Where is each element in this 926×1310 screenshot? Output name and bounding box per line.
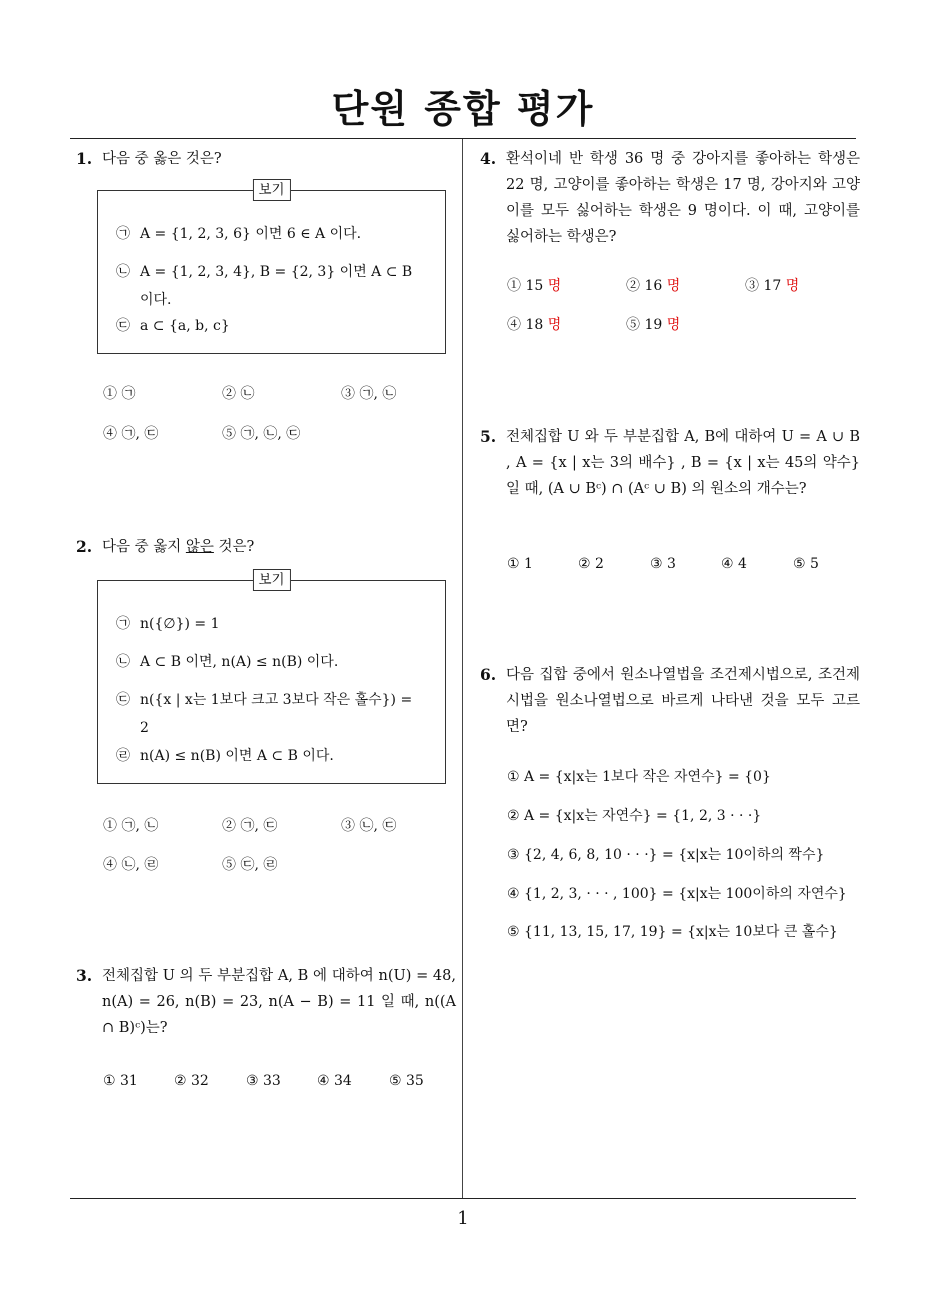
question-number: 6. (480, 665, 497, 684)
choice-1[interactable]: ① ㉠ (103, 386, 136, 402)
question-text: 다음 중 옳은 것은? (102, 151, 222, 167)
question-4 (480, 146, 860, 250)
bottom-rule (70, 1198, 856, 1199)
question-1 (76, 146, 456, 172)
bogi-box-1 (97, 182, 446, 354)
choice-5[interactable]: ⑤ ㉢, ㉣ (222, 857, 278, 873)
unit-label: 명 (785, 278, 800, 294)
bogi-item: ㉠ A = {1, 2, 3, 6} 이면 6 ∈ A 이다. (116, 226, 362, 242)
question-number: 1. (76, 149, 93, 168)
unit-label: 명 (666, 278, 681, 294)
choice-5[interactable]: ⑤ {11, 13, 15, 17, 19} = {x|x는 10보다 큰 홀수} (507, 924, 838, 940)
choice-1[interactable]: ① ㉠, ㉡ (103, 818, 159, 834)
choice-3[interactable]: ③ {2, 4, 6, 8, 10 · · ·} = {x|x는 10이하의 짝수} (507, 847, 825, 863)
choice-3[interactable]: ③ ㉡, ㉢ (341, 818, 397, 834)
choice-3[interactable]: ③ 33 (246, 1073, 281, 1089)
question-text: 전체집합 U 와 두 부분집합 A, B에 대하여 U = A ∪ B , A = {x | x는 3의 배수} , B = {x | x는 45의 약수} 일 때, (A ∪ Bᶜ) ∩ (Aᶜ ∪ B) 의 원소의 개수는? (506, 429, 860, 497)
choice-5[interactable]: ⑤ 19 명 (626, 317, 681, 333)
question-number: 2. (76, 537, 93, 556)
question-text: 전체집합 U 의 두 부분집합 A, B 에 대하여 n(U) = 48, n(A) = 26, n(B) = 23, n(A − B) = 11 일 때, n((A ∩ B)ᶜ)는? (102, 968, 456, 1036)
question-5 (480, 424, 860, 502)
page-title: 단원 종합 평가 (331, 87, 595, 131)
unit-label: 명 (547, 317, 562, 333)
top-rule (70, 138, 856, 139)
bogi-box-2 (97, 572, 446, 784)
question-2 (76, 534, 456, 560)
choice-1[interactable]: ① A = {x|x는 1보다 작은 자연수} = {0} (507, 769, 771, 785)
question-6 (480, 662, 860, 740)
choice-5[interactable]: ⑤ 5 (793, 556, 819, 572)
bogi-item: ㉢ a ⊂ {a, b, c} (116, 318, 230, 334)
bogi-label: 보기 (252, 179, 290, 201)
question-text: 환석이네 반 학생 36 명 중 강아지를 좋아하는 학생은 22 명, 고양이를 좋아하는 학생은 17 명, 강아지와 고양이를 모두 싫어하는 학생은 9 명이다. 이 때, 고양이를 싫어하는 학생은? (506, 151, 860, 245)
choice-3[interactable]: ③ 17 명 (745, 278, 800, 294)
question-text: 다음 집합 중에서 원소나열법을 조건제시법으로, 조건제시법을 원소나열법으로 바르게 나타낸 것을 모두 고르면? (506, 667, 860, 735)
choice-4[interactable]: ④ 18 명 (507, 317, 562, 333)
choice-3[interactable]: ③ 3 (650, 556, 676, 572)
bogi-item: ㉣ n(A) ≤ n(B) 이면 A ⊂ B 이다. (116, 748, 334, 764)
choice-2[interactable]: ② 32 (174, 1073, 209, 1089)
page-number: 1 (457, 1208, 469, 1229)
question-number: 3. (76, 966, 93, 985)
choice-3[interactable]: ③ ㉠, ㉡ (341, 386, 397, 402)
question-text: 다음 중 옳지 않은 것은? (102, 539, 255, 555)
bogi-label: 보기 (252, 569, 290, 591)
choice-4[interactable]: ④ ㉠, ㉢ (103, 426, 159, 442)
unit-label: 명 (666, 317, 681, 333)
choice-4[interactable]: ④ 34 (317, 1073, 352, 1089)
choice-2[interactable]: ② 2 (578, 556, 604, 572)
unit-label: 명 (547, 278, 562, 294)
underlined-word: 않은 (185, 539, 214, 555)
question-number: 5. (480, 427, 497, 446)
choice-1[interactable]: ① 31 (103, 1073, 138, 1089)
choice-5[interactable]: ⑤ 35 (389, 1073, 424, 1089)
choice-1[interactable]: ① 15 명 (507, 278, 562, 294)
choice-1[interactable]: ① 1 (507, 556, 533, 572)
bogi-item: ㉠ n({∅}) = 1 (116, 616, 220, 632)
column-divider (462, 139, 463, 1199)
question-number: 4. (480, 149, 497, 168)
choice-2[interactable]: ② 16 명 (626, 278, 681, 294)
question-3 (76, 963, 456, 1041)
choice-4[interactable]: ④ {1, 2, 3, · · · , 100} = {x|x는 100이하의 자연수} (507, 886, 847, 902)
choice-2[interactable]: ② ㉠, ㉢ (222, 818, 278, 834)
bogi-item: ㉡ A = {1, 2, 3, 4}, B = {2, 3} 이면 A ⊂ B 이다. (116, 264, 413, 308)
choice-5[interactable]: ⑤ ㉠, ㉡, ㉢ (222, 426, 301, 442)
choice-2[interactable]: ② A = {x|x는 자연수} = {1, 2, 3 · · ·} (507, 808, 762, 824)
choice-4[interactable]: ④ ㉡, ㉣ (103, 857, 159, 873)
bogi-item: ㉡ A ⊂ B 이면, n(A) ≤ n(B) 이다. (116, 654, 339, 670)
bogi-item: ㉢ n({x | x는 1보다 크고 3보다 작은 홀수}) = 2 (116, 692, 413, 736)
choice-4[interactable]: ④ 4 (721, 556, 747, 572)
choice-2[interactable]: ② ㉡ (222, 386, 255, 402)
